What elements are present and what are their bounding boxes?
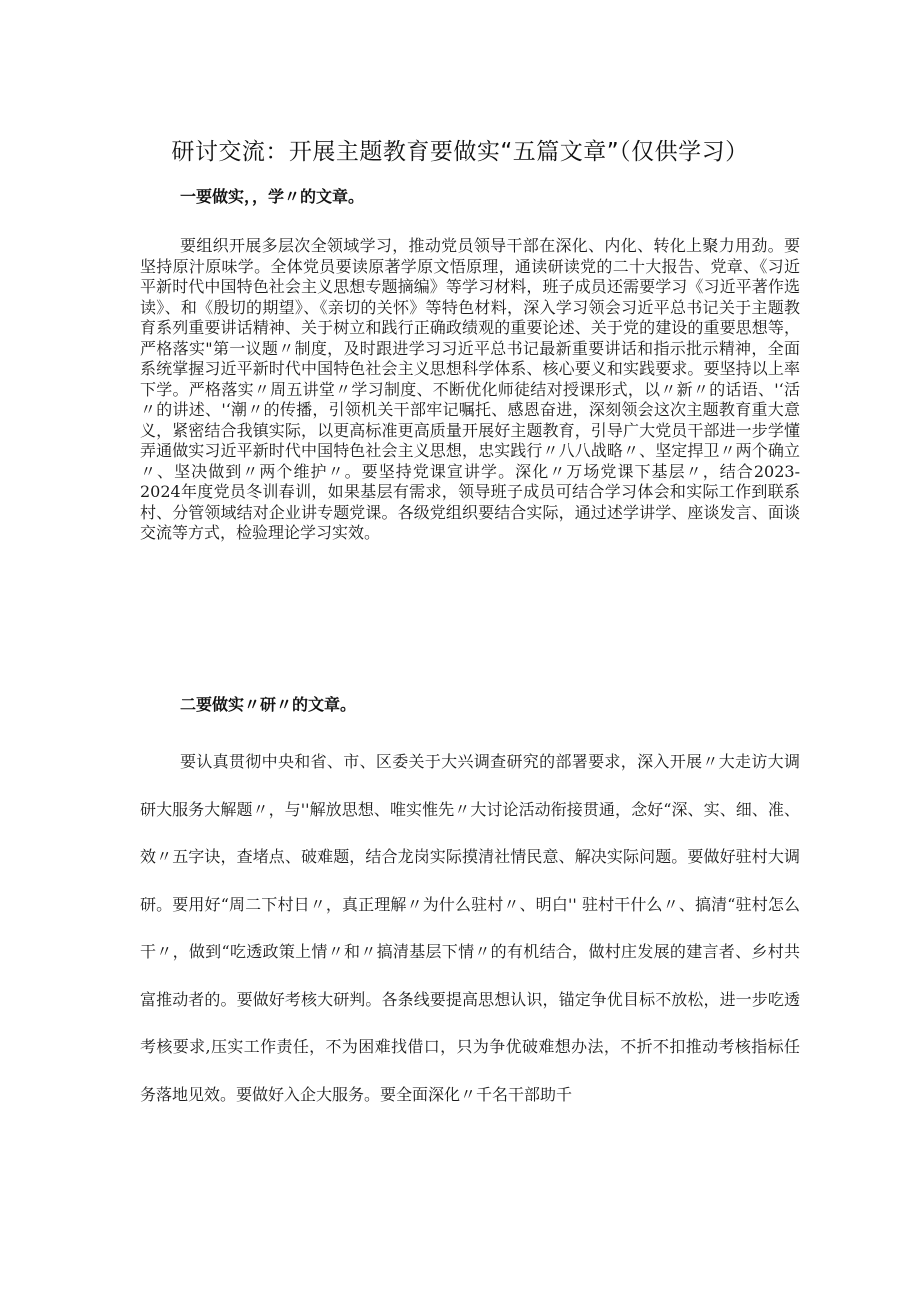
- section-heading-1: 一要做实，，学〃的文章。: [180, 187, 365, 206]
- section-paragraph-1: 要组织开展多层次全领域学习，推动党员领导干部在深化、内化、转化上聚力用劲。要坚持原汁原味学。全体党员要读原著学原文悟原理，通读研读党的二十大报告、党章、《习近平新时代中国特色社会主义思想专题摘编》等学习材料，班子成员还需要学习《习近平著作选读》、和《殷切的期望》、《亲切的关怀》等特色材料，深入学习领会习近平总书记关于主题教育系列重要讲话精神、关于树立和践行正确政绩观的重要论述、关于党的建设的重要思想等，严格落实"第一议题〃制度，及时跟进学习习近平总书记最新重要讲话和指示批示精神，全面系统掌握习近平新时代中国特色社会主义思想科学体系、核心要义和实践要求。要坚持以上率下学。严格落实〃周五讲堂〃学习制度、不断优化师徒结对授课形式，以〃新〃的话语、'‘活〃的讲述、'‘潮〃的传播，引领机关干部牢记嘱托、感恩奋进，深刻领会这次主题教育重大意义，紧密结合我镇实际，以更高标准更高质量开展好主题教育，引导广大党员干部进一步学懂弄通做实习近平新时代中国特色社会主义思想，忠实践行〃八八战略〃、坚定捍卫〃两个确立〃、坚决做到〃两个维护〃。要坚持党课宣讲学。深化〃万场党课下基层〃，结合2023-2024年度党员冬训春训，如果基层有需求，领导班子成员可结合学习体会和实际工作到联系村、分管领域结对企业讲专题党课。各级党组织要结合实际，通过述学讲学、座谈发言、面谈交流等方式，检验理论学习实效。: [140, 236, 800, 542]
- document-title: 研讨交流：开展主题教育要做实“五篇文章”（仅供学习）: [171, 139, 749, 165]
- section-heading-2: 二要做实〃研〃的文章。: [180, 695, 357, 714]
- section-paragraph-2: 要认真贯彻中央和省、市、区委关于大兴调查研究的部署要求，深入开展〃大走访大调研大服务大解题〃，与''解放思想、唯实惟先〃大讨论活动衔接贯通，念好“深、实、细、准、效〃五字诀，查堵点、破难题，结合龙岗实际摸清社情民意、解决实际问题。要做好驻村大调研。要用好“周二下村日〃，真正理解〃为什么驻村〃、明白'' 驻村干什么〃、搞清“驻村怎么干〃，做到“吃透政策上情〃和〃搞清基层下情〃的有机结合，做村庄发展的建言者、乡村共富推动者的。要做好考核大研判。各条线要提高思想认识，锚定争优目标不放松，进一步吃透考核要求,压实工作责任，不为困难找借口，只为争优破难想办法，不折不扣推动考核指标任务落地见效。要做好入企大服务。要全面深化〃千名干部助千: [140, 752, 800, 1104]
